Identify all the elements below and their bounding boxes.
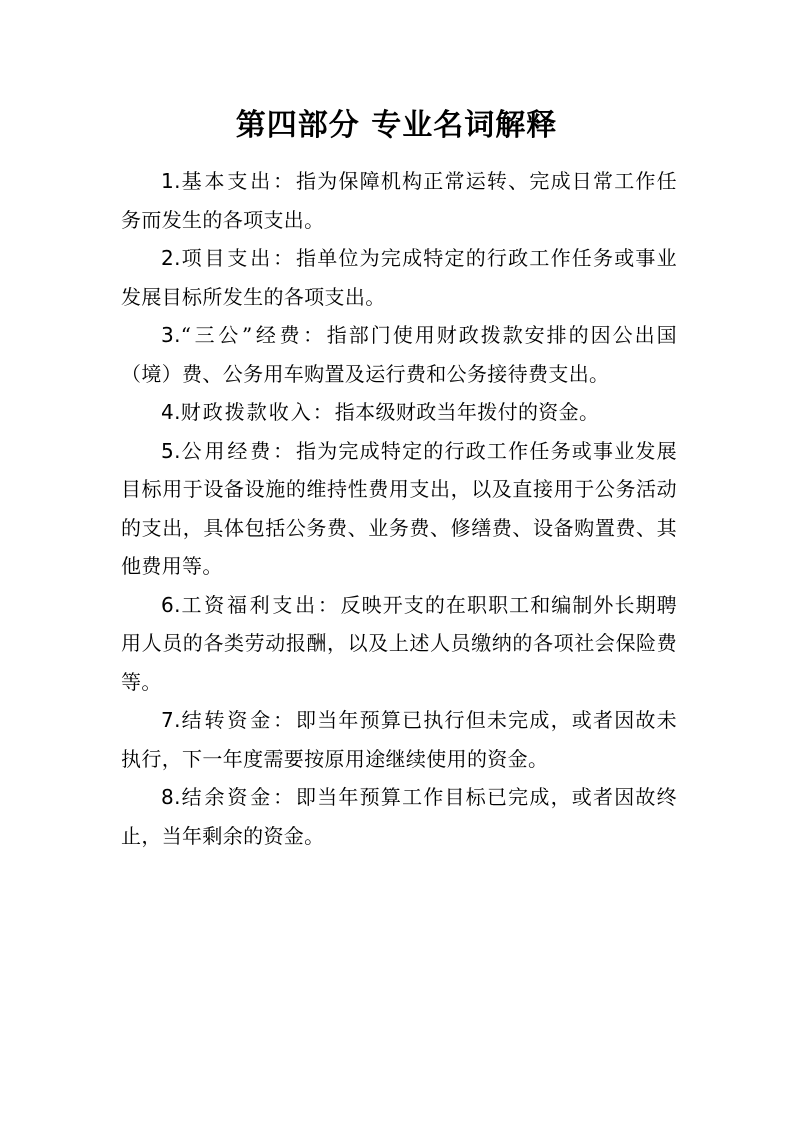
term-label: 基本支出： (180, 169, 296, 193)
term-label: 财政拨款收入： (180, 400, 335, 424)
definition-item (121, 239, 677, 316)
term-label: 结余资金： (180, 785, 296, 809)
term-definition: 指为完成特定的行政工作任务或事业发展目标用于设备设施的维持性费用支出，以及直接用于公务活动的支出，具体包括公务费、业务费、修缮费、设备购置费、其他费用等。 (121, 438, 678, 578)
definition-item (121, 778, 677, 855)
term-definition: 反映开支的在职职工和编制外长期聘用人员的各类劳动报酬，以及上述人员缴纳的各项社会保险费等。 (121, 592, 677, 694)
item-number: 2. (161, 246, 181, 270)
definitions-list (121, 162, 677, 855)
term-label: “三公”经费： (180, 323, 327, 347)
item-number: 6. (161, 592, 181, 617)
item-number: 3. (161, 323, 181, 347)
term-label: 工资福利支出： (180, 592, 341, 617)
item-number: 8. (161, 785, 181, 809)
term-definition: 指单位为完成特定的行政工作任务或事业发展目标所发生的各项支出。 (121, 246, 678, 309)
item-number: 4. (161, 400, 181, 424)
page-title: 第四部分 专业名词解释 (235, 108, 558, 143)
term-definition: 指本级财政当年拨付的资金。 (334, 400, 600, 424)
item-number: 5. (161, 438, 181, 463)
definition-item (121, 432, 677, 586)
term-definition: 指部门使用财政拨款安排的因公出国（境）费、公务用车购置及运行费和公务接待费支出。 (121, 323, 677, 386)
definition-item (121, 316, 677, 393)
term-label: 公用经费： (180, 438, 296, 463)
item-number: 7. (161, 708, 181, 732)
term-label: 结转资金： (180, 708, 296, 732)
definition-item (121, 586, 677, 702)
definition-item (121, 162, 677, 239)
term-definition: 即当年预算已执行但未完成，或者因故未执行，下一年度需要按原用途继续使用的资金。 (121, 708, 678, 771)
term-definition: 指为保障机构正常运转、完成日常工作任务而发生的各项支出。 (121, 169, 678, 232)
term-label: 项目支出： (180, 246, 296, 270)
item-number: 1. (161, 169, 181, 193)
definition-item (121, 393, 677, 432)
definition-item (121, 701, 677, 778)
term-definition: 即当年预算工作目标已完成，或者因故终止，当年剩余的资金。 (121, 785, 678, 848)
